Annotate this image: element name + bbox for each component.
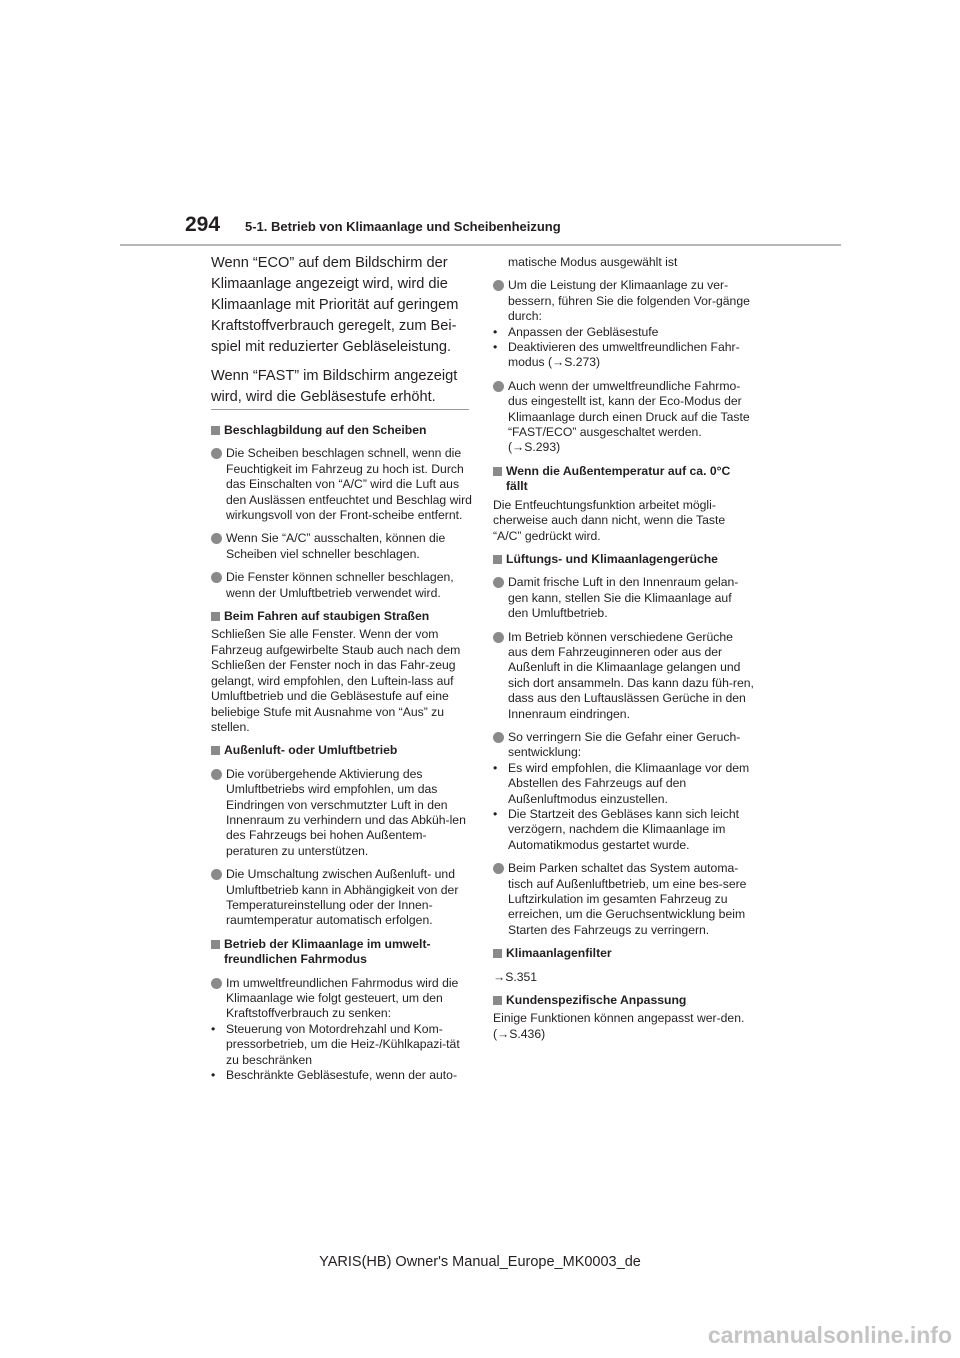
section-divider	[211, 409, 469, 410]
body-paragraph: Einige Funktionen können angepasst wer-den. (→S.436)	[493, 1011, 745, 1041]
bullet-item: Die Fenster können schneller beschlagen, wenn der Umluftbetrieb verwendet wird.	[211, 570, 473, 601]
bullet-item: Im Betrieb können verschiedene Gerüche aus dem Fahrzeuginneren oder aus der Außenluft in die Klimaanlage gelangen und sich dort ansammeln. Das kann dazu füh-ren, dass aus den Luftauslässen Gerüche in den Innenraum eindringen.	[493, 630, 755, 722]
section-heading: Wenn die Außentemperatur auf ca. 0°C fällt	[493, 464, 755, 495]
bullet-item: Um die Leistung der Klimaanlage zu ver-bessern, führen Sie die folgenden Vor-gänge durch:	[493, 278, 755, 324]
sub-bullet-item: • Es wird empfohlen, die Klimaanlage vor dem Abstellen des Fahrzeugs auf den Außenluftmodus einzustellen.	[493, 760, 750, 806]
section-heading: Betrieb der Klimaanlage im umwelt-freundlichen Fahrmodus	[211, 937, 473, 968]
bullet-dot-icon	[493, 381, 504, 392]
bullet-dot-icon	[211, 869, 222, 880]
bullet-dot-icon	[211, 448, 222, 459]
bullet-dot-icon	[211, 769, 222, 780]
bullet-item: Die Scheiben beschlagen schnell, wenn die Feuchtigkeit im Fahrzeug zu hoch ist. Durch das Einschalten von “A/C” wird die Luft aus den Auslässen entfeuchtet und Beschlag wird wirkungsvoll von der Front-scheibe entfernt.	[211, 446, 473, 523]
bullet-item: Die vorübergehende Aktivierung des Umluftbetriebs wird empfohlen, um das Eindringen von verschmutzter Luft in den Innenraum zu verhindern und das Abküh-len des Fahrzeugs bei hohen Außentem-peraturen zu unterstützen.	[211, 767, 473, 859]
section-title: 5-1. Betrieb von Klimaanlage und Scheibenheizung	[245, 219, 561, 234]
bullet-dot-icon	[211, 572, 222, 583]
bullet-dot-icon	[211, 533, 222, 544]
bullet-dot-icon	[493, 280, 504, 291]
section-heading: Klimaanlagenfilter	[493, 946, 755, 961]
sub-bullet-continuation: matische Modus ausgewählt ist	[508, 255, 678, 269]
intro-text	[211, 253, 481, 416]
bullet-item: Beim Parken schaltet das System automa-tisch auf Außenluftbetrieb, um eine bes-sere Luftzirkulation im gesamten Fahrzeug zu erreichen, um die Geruchsentwicklung beim Starten des Fahrzeugs zu verringern.	[493, 861, 755, 938]
sub-bullet-glyph: •	[211, 1068, 216, 1083]
header-rule	[120, 244, 841, 246]
intro-paragraph: Wenn “ECO” auf dem Bildschirm der Klimaanlage angezeigt wird, wird die Klimaanlage mit Priorität auf geringem Kraftstoffverbrauch geregelt, zum Bei-spiel mit reduzierter Gebläseleistung.	[211, 255, 459, 355]
bullet-dot-icon	[493, 577, 504, 588]
section-heading: Lüftungs- und Klimaanlagengerüche	[493, 552, 755, 567]
bullet-item: Wenn Sie “A/C” ausschalten, können die Scheiben viel schneller beschlagen.	[211, 531, 473, 562]
body-paragraph: Die Entfeuchtungsfunktion arbeitet mögli-cherweise auch dann nicht, wenn die Taste “A/C” gedrückt wird.	[493, 497, 726, 543]
intro-paragraph: Wenn “FAST” im Bildschirm angezeigt wird, wird die Gebläsestufe erhöht.	[211, 368, 458, 405]
body-paragraph: Schließen Sie alle Fenster. Wenn der vom Fahrzeug aufgewirbelte Staub auch nach dem Schließen der Fenster noch in das Fahr-zeug gelangt, wird empfohlen, den Luftein-lass auf Umluftbetrieb und die Gebläsestufe auf eine beliebige Stufe mit Ausnahme von “Aus” zu stellen.	[211, 627, 461, 734]
sub-bullet-glyph: •	[493, 807, 498, 821]
page-reference-link[interactable]: →S.351	[493, 969, 538, 984]
bullet-item: Im umweltfreundlichen Fahrmodus wird die Klimaanlage wie folgt gesteuert, um den Kraftstoffverbrauch zu senken:	[211, 976, 473, 1022]
page-footer: YARIS(HB) Owner's Manual_Europe_MK0003_de	[319, 1254, 641, 1270]
sub-bullet-item: • Beschränkte Gebläsestufe, wenn der auto-	[211, 1068, 458, 1083]
section-heading: Kundenspezifische Anpassung	[493, 993, 755, 1008]
bullet-item: Damit frische Luft in den Innenraum gelan-gen kann, stellen Sie die Klimaanlage auf den Umluftbetrieb.	[493, 575, 755, 621]
bullet-item: Auch wenn der umweltfreundliche Fahrmo-dus eingestellt ist, kann der Eco-Modus der Klimaanlage durch einen Druck auf die Taste “FAST/ECO” ausgeschaltet werden. (→S.293)	[493, 379, 755, 456]
sub-bullet-item: • Steuerung von Motordrehzahl und Kom-pressorbetrieb, um die Heiz-/Kühlkapazi-tät zu beschränken	[211, 1021, 460, 1067]
sub-bullet-glyph: •	[493, 760, 498, 775]
right-column	[493, 255, 755, 1042]
left-column	[211, 415, 473, 1083]
sub-bullet-glyph: •	[493, 324, 498, 339]
bullet-dot-icon	[211, 978, 222, 989]
bullet-item: So verringern Sie die Gefahr einer Geruch-sentwicklung:	[493, 730, 755, 761]
sub-bullet-item: • Deaktivieren des umweltfreundlichen Fahr-modus (→S.273)	[493, 340, 740, 370]
section-heading: Beschlagbildung auf den Scheiben	[211, 423, 473, 438]
sub-bullet-item: • Anpassen der Gebläsestufe	[493, 324, 659, 339]
sub-bullet-glyph: •	[211, 1021, 216, 1036]
section-heading: Beim Fahren auf staubigen Straßen	[211, 609, 473, 624]
bullet-item: Die Umschaltung zwischen Außenluft- und Umluftbetrieb kann in Abhängigkeit von der Temperatureinstellung oder der Innen-raumtemperatur automatisch erfolgen.	[211, 867, 473, 929]
sub-bullet-glyph: •	[493, 340, 498, 355]
section-heading: Außenluft- oder Umluftbetrieb	[211, 743, 473, 758]
bullet-dot-icon	[493, 863, 504, 874]
sub-bullet-item: • Die Startzeit des Gebläses kann sich leicht verzögern, nachdem die Klimaanlage im Automatikmodus gestartet wurde.	[493, 807, 739, 852]
bullet-dot-icon	[493, 632, 504, 643]
page-number: 294	[185, 213, 221, 236]
bullet-dot-icon	[493, 732, 504, 743]
site-watermark: carmanualsonline.info	[707, 1322, 952, 1348]
